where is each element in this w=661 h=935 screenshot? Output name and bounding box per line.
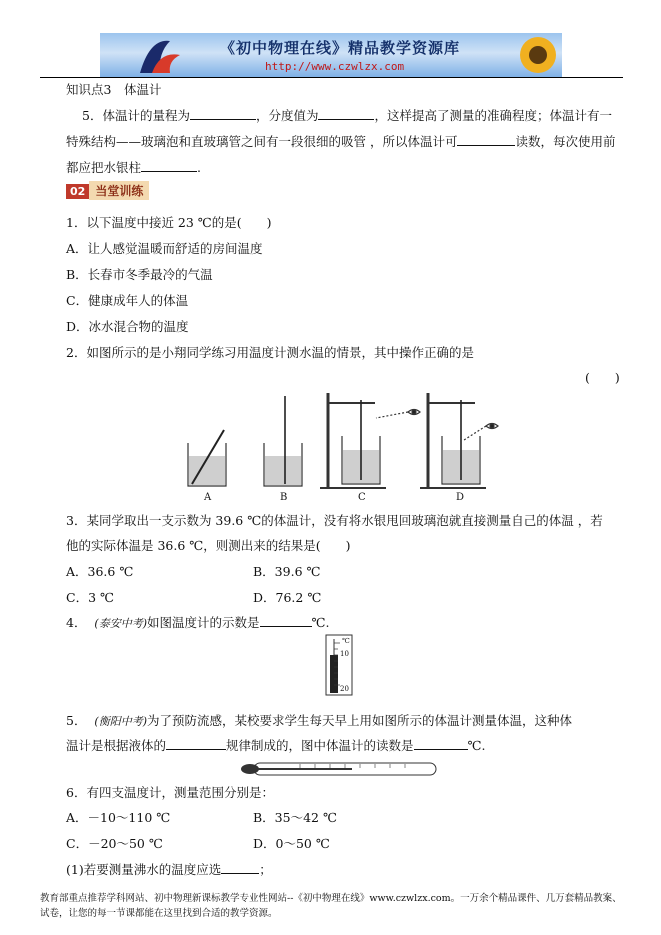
logo-icon	[130, 33, 190, 77]
figure-label-b: B	[280, 492, 288, 503]
q2-bracket: ( )	[585, 370, 620, 385]
answer-blank[interactable]	[260, 614, 312, 627]
q5a-text: 都应把水银柱	[66, 160, 142, 175]
q5a-text: .	[197, 160, 201, 175]
q3-option-d: D．76.2 ℃	[253, 590, 322, 605]
q5a-line3	[66, 158, 201, 176]
q5a-line1	[82, 106, 612, 124]
q2-figure	[180, 388, 520, 503]
header-rule	[40, 77, 623, 78]
answer-blank[interactable]	[318, 107, 374, 120]
figure-label-c: C	[358, 492, 366, 503]
q1-option-b: B．长春市冬季最冷的气温	[66, 267, 213, 282]
q5b-text: 规律制成的，图中体温计的读数是	[226, 738, 414, 753]
q6-option-c: C．－20～50 ℃	[66, 836, 163, 851]
figure-label-a: A	[204, 492, 212, 503]
answer-blank[interactable]	[141, 159, 197, 172]
answer-blank[interactable]	[190, 107, 256, 120]
q1-option-a: A．让人感觉温暖而舒适的房间温度	[66, 241, 263, 256]
q4-end: ℃.	[311, 615, 330, 630]
q6-stem: 6．有四支温度计，测量范围分别是：	[66, 785, 274, 800]
q4-thermo-label-20: 20	[340, 685, 349, 693]
sunflower-icon	[502, 33, 562, 77]
q3-option-b: B．39.6 ℃	[253, 564, 321, 579]
q1-option-c: C．健康成年人的体温	[66, 293, 189, 308]
q3-option-a: A．36.6 ℃	[66, 564, 134, 579]
q5b-text: 为了预防流感，某校要求学生每天早上用如图所示的体温计测量体温，这种体	[147, 713, 573, 728]
q4-thermometer	[320, 633, 360, 697]
beaker-b	[264, 396, 302, 486]
q5b-text: ℃.	[467, 738, 486, 753]
q4-source: (泰安中考)	[94, 617, 147, 630]
q3-stem-line2: 他的实际体温是 36.6 ℃，则测出来的结果是( )	[66, 538, 351, 553]
q5a-line2	[66, 132, 616, 150]
answer-blank[interactable]	[221, 861, 259, 874]
apparatus-d	[420, 393, 498, 488]
q6-sub1	[66, 860, 272, 878]
q5b-number: 5．	[66, 713, 87, 728]
q5b-clinical-thermometer	[240, 760, 440, 778]
banner-url[interactable]: http://www.czwlzx.com	[265, 60, 405, 73]
q5b-text: 温计是根据液体的	[66, 738, 167, 753]
q3-option-c: C．3 ℃	[66, 590, 114, 605]
q4-line	[66, 613, 329, 631]
answer-blank[interactable]	[414, 737, 468, 750]
q5b-line1	[66, 711, 572, 729]
q5a-text: 读数，每次使用前	[515, 134, 616, 149]
q6-option-a: A．－10～110 ℃	[66, 810, 171, 825]
q1-option-d: D．冰水混合物的温度	[66, 319, 189, 334]
q6-sub1-text: (1)若要测量沸水的温度应选	[66, 862, 222, 877]
q3-stem-line1: 3．某同学取出一支示数为 39.6 ℃的体温计，没有将水银甩回玻璃泡就直接测量自己的体温 ，若	[66, 513, 603, 528]
answer-blank[interactable]	[457, 133, 515, 146]
q5a-text: 5．体温计的量程为	[82, 108, 190, 123]
q6-option-b: B．35～42 ℃	[253, 810, 337, 825]
q4-thermo-label-10: 10	[340, 650, 349, 658]
banner-title: 《初中物理在线》精品教学资源库	[220, 39, 461, 57]
q6-sub1-end: ；	[259, 862, 272, 877]
practice-tag-label: 当堂训练	[89, 181, 149, 200]
beaker-a	[188, 430, 226, 486]
apparatus-c	[320, 393, 420, 488]
practice-tag-number: 02	[66, 184, 89, 199]
q5a-text: ，分度值为	[255, 108, 319, 123]
answer-blank[interactable]	[166, 737, 226, 750]
q5b-source: (衡阳中考)	[94, 715, 147, 728]
q4-text: 如图温度计的示数是	[147, 615, 260, 630]
q5b-line2	[66, 736, 486, 754]
practice-tag	[66, 181, 149, 198]
q5a-text: 特殊结构——玻璃泡和直玻璃管之间有一段很细的吸管 ，所以体温计可	[66, 134, 458, 149]
q5a-text: ，这样提高了测量的准确程度；体温计有一	[374, 108, 612, 123]
figure-label-d: D	[456, 492, 465, 503]
section-label: 知识点3 体温计	[66, 82, 162, 97]
q6-option-d: D．0～50 ℃	[253, 836, 330, 851]
header-banner	[100, 33, 562, 77]
q1-stem: 1．以下温度中接近 23 ℃的是( )	[66, 215, 272, 230]
q4-thermo-unit: ℃	[342, 637, 350, 645]
page-footer: 教育部重点推荐学科网站、初中物理新课标教学专业性网站--《初中物理在线》www.czwlzx.com。一万余个精品课件、几万套精品教案、试卷，让您的每一节课都能在这里找到合适的教学资源。	[40, 893, 622, 919]
q2-stem: 2．如图所示的是小翔同学练习用温度计测水温的情景，其中操作正确的是	[66, 345, 474, 360]
q4-number: 4．	[66, 615, 87, 630]
